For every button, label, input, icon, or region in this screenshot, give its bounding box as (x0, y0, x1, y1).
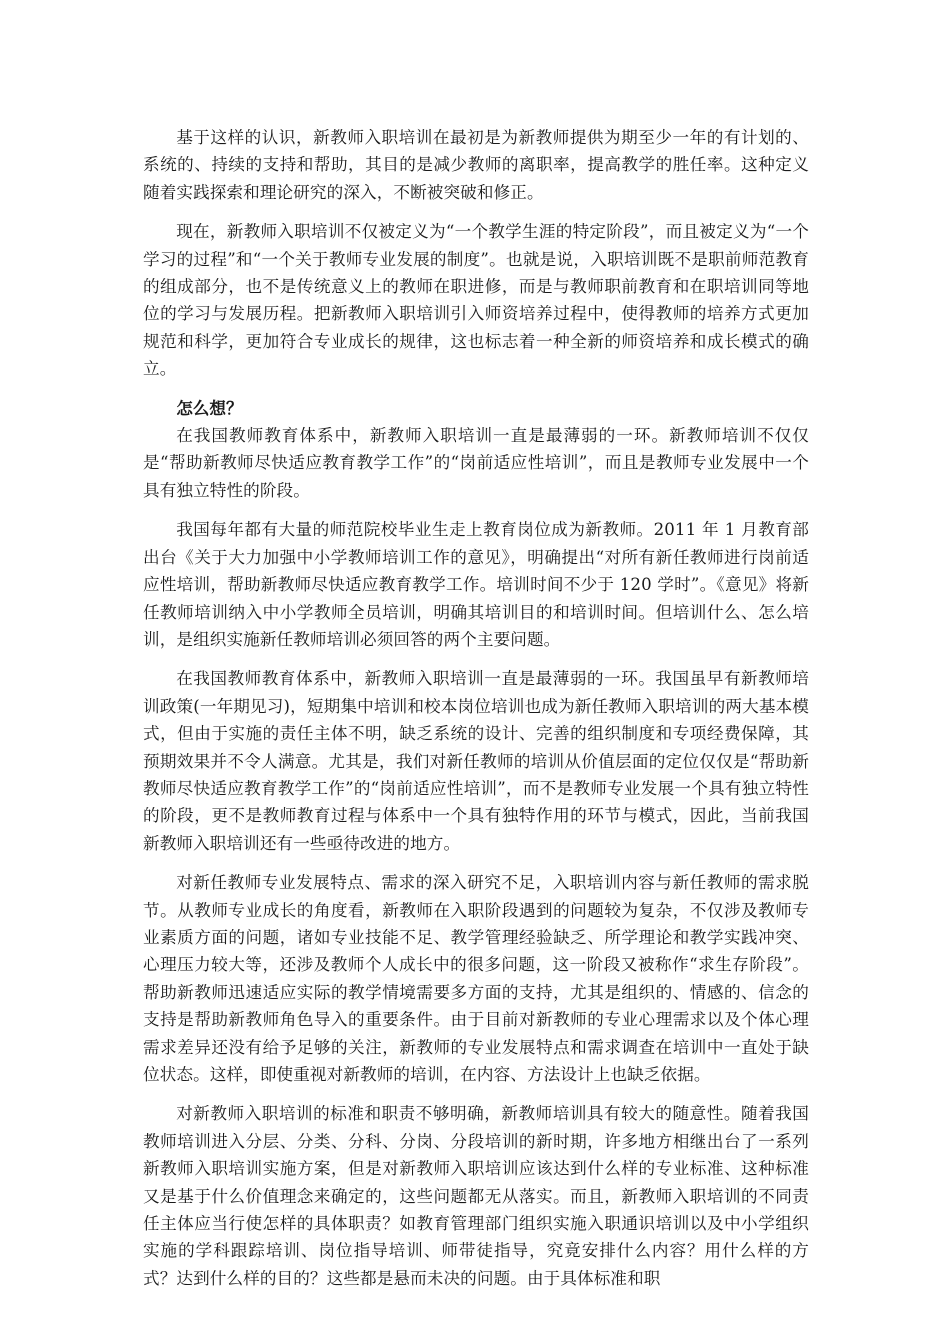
paragraph-1: 基于这样的认识，新教师入职培训在最初是为新教师提供为期至少一年的有计划的、系统的、持续的支持和帮助，其目的是减少教师的离职率，提高教学的胜任率。这种定义随着实践探索和理论研究的深入，不断被突破和修正。 (143, 128, 809, 202)
paragraph-5: 在我国教师教育体系中，新教师入职培训一直是最薄弱的一环。我国虽早有新教师培训政策(一年期见习)，短期集中培训和校本岗位培训也成为新任教师入职培训的两大基本模式，但由于实施的责任主体不明，缺乏系统的设计、完善的组织制度和专项经费保障，其预期效果并不令人满意。尤其是，我们对新任教师的培训从价值层面的定位仅仅是“帮助新教师尽快适应教育教学工作”的“岗前适应性培训”，而不是教师专业发展一个具有独立特性的阶段，更不是教师教育过程与体系中一个具有独特作用的环节与模式，因此，当前我国新教师入职培训还有一些亟待改进的地方。 (143, 669, 809, 853)
paragraph-4: 我国每年都有大量的师范院校毕业生走上教育岗位成为新教师。2011 年 1 月教育部出台《关于大力加强中小学教师培训工作的意见》，明确提出“对所有新任教师进行岗前适应性培训，帮助新教师尽快适应教育教学工作。培训时间不少于 120 学时”。《意见》将新任教师培训纳入中小学教师全员培训，明确其培训目的和培训时间。但培训什么、怎么培训，是组织实施新任教师培训必须回答的两个主要问题。 (143, 520, 809, 649)
paragraph-gap (143, 504, 809, 516)
paragraph-2: 现在，新教师入职培训不仅被定义为“一个教学生涯的特定阶段”，而且被定义为“一个学习的过程”和“一个关于教师专业发展的制度”。也就是说，入职培训既不是职前师范教育的组成部分，也不是传统意义上的教师在职进修，而是与教师职前教育和在职培训同等地位的学习与发展历程。把新教师入职培训引入师资培养过程中，使得教师的培养方式更加规范和科学，更加符合专业成长的规律，这也标志着一种全新的师资培养和成长模式的确立。 (143, 222, 809, 379)
paragraph-gap (143, 653, 809, 665)
section-heading: 怎么想？ (176, 397, 243, 418)
document-page (143, 124, 809, 1292)
paragraph-7: 对新教师入职培训的标准和职责不够明确，新教师培训具有较大的随意性。随着我国教师培训进入分层、分类、分科、分岗、分段培训的新时期，许多地方相继出台了一系列新教师入职培训实施方案，但是对新教师入职培训应该达到什么样的专业标准、这种标准又是基于什么价值理念来确定的，这些问题都无从落实。而且，新教师入职培训的不同责任主体应当行使怎样的具体职责？如教育管理部门组织实施入职通识培训以及中小学组织实施的学科跟踪培训、岗位指导培训、师带徒指导，究竟安排什么内容？用什么样的方式？达到什么样的目的？这些都是悬而未决的问题。由于具体标准和职 (143, 1104, 809, 1288)
paragraph-6: 对新任教师专业发展特点、需求的深入研究不足，入职培训内容与新任教师的需求脱节。从教师专业成长的角度看，新教师在入职阶段遇到的问题较为复杂，不仅涉及教师专业素质方面的问题，诸如专业技能不足、教学管理经验缺乏、所学理论和教学实践冲突、心理压力较大等，还涉及教师个人成长中的很多问题，这一阶段又被称作“求生存阶段”。帮助新教师迅速适应实际的教学情境需要多方面的支持，尤其是组织的、情感的、信念的支持是帮助新教师角色导入的重要条件。由于目前对新教师的专业心理需求以及个体心理需求差异还没有给予足够的关注，新教师的专业发展特点和需求调查在培训中一直处于缺位状态。这样，即使重视对新教师的培训，在内容、方法设计上也缺乏依据。 (143, 873, 809, 1084)
paragraph-gap (143, 857, 809, 869)
paragraph-gap (143, 1088, 809, 1100)
paragraph-gap (143, 383, 809, 395)
paragraph-3: 在我国教师教育体系中，新教师入职培训一直是最薄弱的一环。新教师培训不仅仅是“帮助新教师尽快适应教育教学工作”的“岗前适应性培训”，而且是教师专业发展中一个具有独立特性的阶段。 (143, 426, 809, 500)
paragraph-gap (143, 206, 809, 218)
